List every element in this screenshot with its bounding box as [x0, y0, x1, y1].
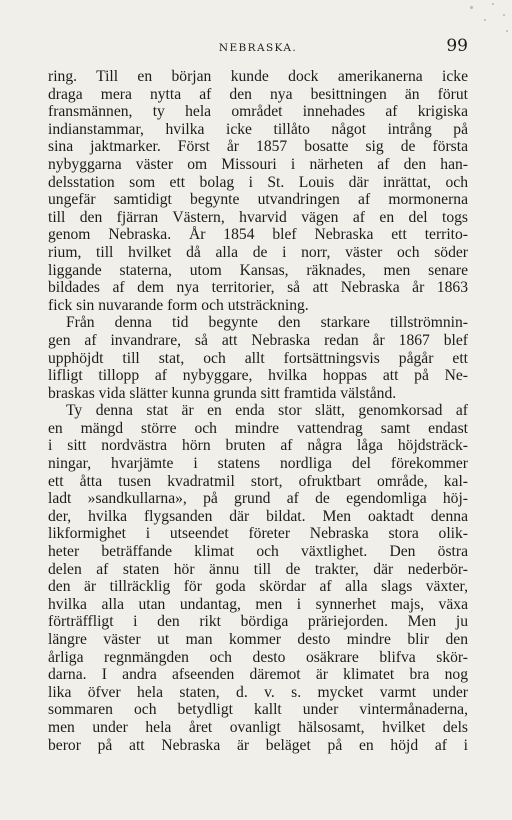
- text-line: sina jaktmarker. Först år 1857 bosatte sig de första: [48, 138, 468, 156]
- text-line: fick sin nuvarande form och utsträckning.: [48, 296, 309, 314]
- text-line: gen af invandrare, så att Nebraska redan år 1867 blef: [48, 331, 468, 349]
- scan-speckle: [484, 19, 486, 21]
- text-line: bildades af dem nya territorier, så att Nebraska år 1863: [48, 279, 468, 297]
- text-line: förträffligt i den rikt bördiga präriejorden. Men ju: [48, 613, 468, 631]
- text-line: braskas vida slätter kunna grunda sitt framtida välstånd.: [48, 384, 397, 402]
- text-line: ningar, hvarjämte i statens nordliga del förekommer: [48, 455, 468, 473]
- text-line: genom Nebraska. År 1854 blef Nebraska ett territo-: [48, 226, 468, 244]
- text-line: delsstation som ett bolag i St. Louis där inrättat, och: [48, 173, 468, 191]
- text-line: ungefär samtidigt begynte utvandringen af mormonerna: [48, 191, 468, 209]
- page-header: [48, 36, 468, 64]
- text-line: men under hela året ovanligt hälsosamt, hvilket dels: [48, 718, 468, 736]
- text-line: ring. Till en början kunde dock amerikanerna icke: [48, 68, 468, 85]
- text-line: Från denna tid begynte den starkare tillströmnin-: [66, 314, 468, 332]
- text-line: hvilka alla utan undantag, men i synnerhet majs, växa: [48, 595, 468, 613]
- text-line: årliga regnmängden och desto osäkrare blifva skör-: [48, 648, 468, 666]
- text-line: lika öfver hela staten, d. v. s. mycket varmt under: [48, 683, 468, 701]
- scan-speckle: [506, 30, 508, 32]
- scan-speckle: [503, 14, 505, 16]
- text-line: liggande staterna, utom Kansas, räknades, men senare: [48, 261, 468, 279]
- text-line: längre väster ut man kommer desto mindre blir den: [48, 631, 468, 648]
- text-line: indianstammar, hvilka icke tillåto något intrång på: [48, 120, 468, 138]
- running-title: NEBRASKA.: [218, 42, 298, 54]
- text-line: en mängd större och mindre vattendrag samt endast: [48, 419, 468, 437]
- text-line: fransmännen, ty hela området innehades af krigiska: [48, 103, 468, 121]
- scan-speckle: [492, 3, 494, 5]
- scan-speckle: [470, 6, 473, 9]
- page-number: 99: [446, 36, 468, 56]
- text-line: nybyggarna väster om Missouri i närheten af den han-: [48, 155, 468, 173]
- text-line: ett åtta tusen kvadratmil stort, ofruktbart område, kal-: [48, 472, 468, 490]
- text-line: ladt »sandkullarna», på grund af de egendomliga höj-: [48, 490, 468, 508]
- text-line: lifligt tillopp af nybyggare, hvilka hoppas att på Ne-: [48, 367, 468, 385]
- text-line: beror på att Nebraska är beläget på en höjd af i: [48, 736, 468, 754]
- text-line: heter beträffande klimat och växtlighet. Den östra: [48, 543, 468, 561]
- text-line: sommaren och betydligt kallt under vintermånaderna,: [48, 701, 468, 719]
- text-line: upphöjdt till stat, och allt fortsättningsvis pågår ett: [48, 349, 468, 367]
- text-line: darna. I andra afseenden däremot är klimatet bra nog: [48, 666, 468, 684]
- text-line: rium, till hvilket då alla de i norr, väster och söder: [48, 243, 468, 261]
- text-line: draga mera nytta af den nya besittningen än förut: [48, 85, 468, 103]
- text-line: den är tillräcklig för goda skördar af alla slags växter,: [48, 578, 468, 596]
- text-line: delen af staten hör ännu till de trakter, där nederbör-: [48, 560, 468, 578]
- text-line: Ty denna stat är en enda stor slätt, genomkorsad af: [66, 402, 468, 420]
- body-text: [48, 68, 468, 754]
- text-line: der, hvilka flygsanden där bildat. Men oaktadt denna: [48, 507, 468, 525]
- text-line: i sitt nordvästra hörn bruten af några låga höjdsträck-: [48, 437, 468, 455]
- text-line: till den fjärran Västern, hvarvid vägen af en del togs: [48, 208, 468, 226]
- text-line: likformighet i utseendet företer Nebraska stora olik-: [48, 525, 468, 543]
